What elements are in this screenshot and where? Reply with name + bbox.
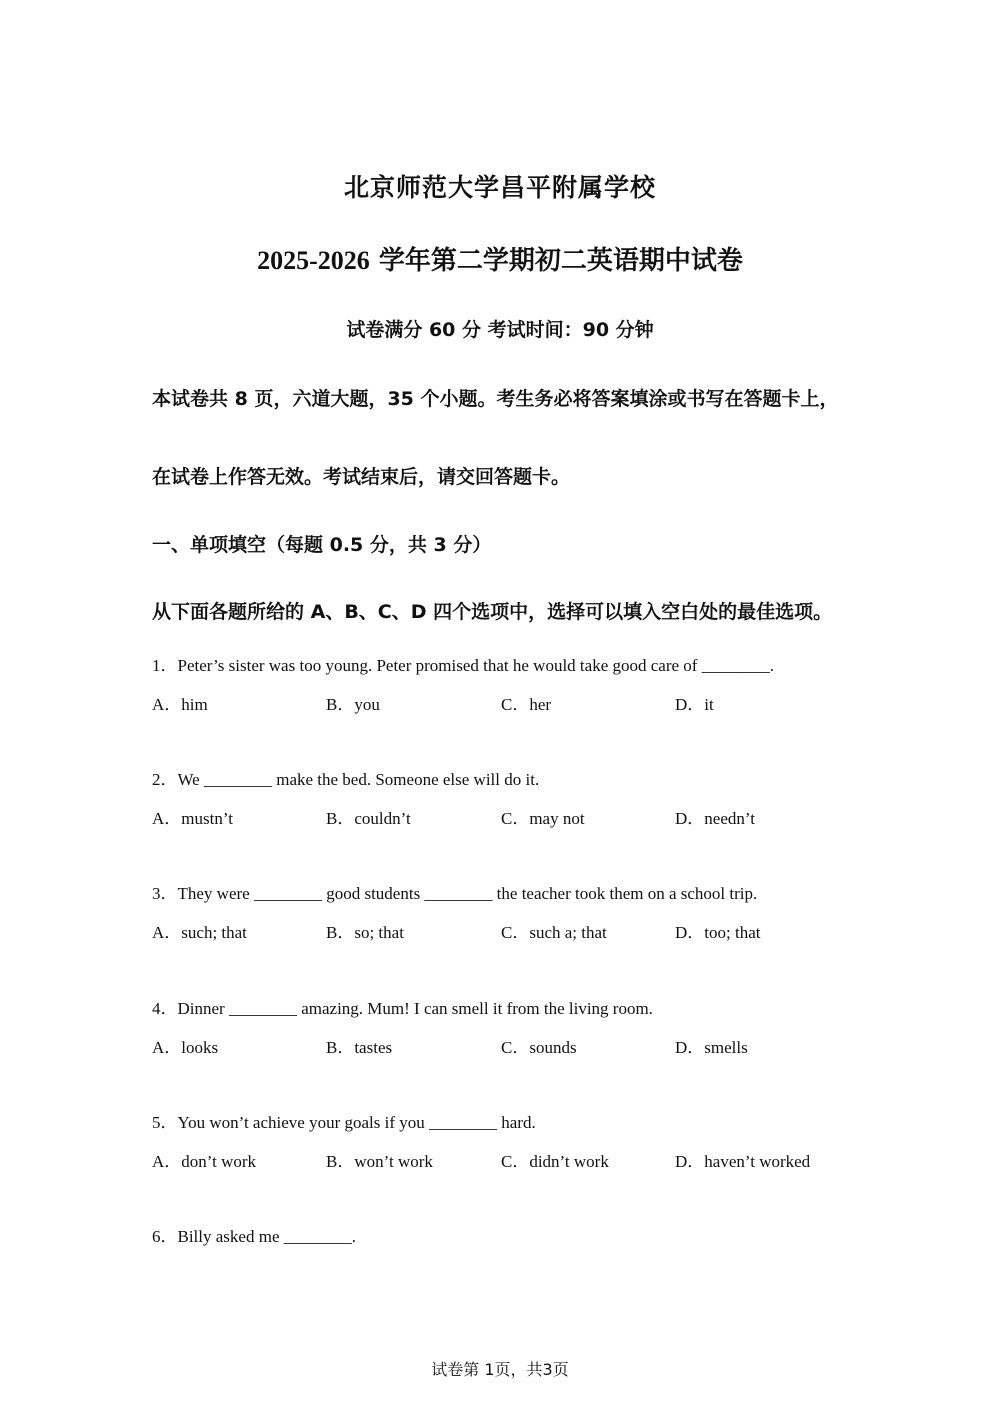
question-stem: 5．You won’t achieve your goals if you ________ hard.	[152, 1113, 536, 1132]
option-c: C．didn’t work	[501, 1152, 609, 1171]
option-c: C．may not	[501, 809, 585, 828]
option-a: A．mustn’t	[152, 809, 233, 828]
option-a: A．looks	[152, 1038, 219, 1057]
instructions-line-1: 本试卷共 8 页，六道大题，35 个小题。考生务必将答案填涂或书写在答题卡上，	[152, 388, 839, 410]
exam-title-year: 2025-2026	[257, 246, 370, 275]
question-options	[152, 690, 852, 714]
question-options	[152, 804, 852, 828]
option-d: D．it	[675, 695, 714, 714]
question-stem: 4．Dinner ________ amazing. Mum! I can smell it from the living room.	[152, 999, 653, 1018]
option-c: C．her	[501, 695, 552, 714]
exam-meta: 试卷满分 60 分 考试时间：90 分钟	[346, 319, 654, 341]
option-d: D．smells	[675, 1038, 748, 1057]
page-footer: 试卷第 1页，共3页	[431, 1360, 569, 1379]
option-b: B．so; that	[326, 923, 404, 942]
section-direction: 从下面各题所给的 A、B、C、D 四个选项中，选择可以填入空白处的最佳选项。	[152, 601, 833, 623]
instructions-line-2: 在试卷上作答无效。考试结束后，请交回答题卡。	[152, 466, 571, 488]
question-options	[152, 1147, 852, 1171]
option-b: B．you	[326, 695, 380, 714]
question-stem: 3．They were ________ good students ________ the teacher took them on a school trip.	[152, 884, 758, 903]
option-a: A．him	[152, 695, 208, 714]
question-options	[152, 918, 852, 942]
option-b: B．couldn’t	[326, 809, 411, 828]
option-c: C．such a; that	[501, 923, 607, 942]
option-d: D．too; that	[675, 923, 761, 942]
question-stem: 1．Peter’s sister was too young. Peter promised that he would take good care of ________.	[152, 656, 774, 675]
option-b: B．tastes	[326, 1038, 393, 1057]
option-b: B．won’t work	[326, 1152, 433, 1171]
option-d: D．haven’t worked	[675, 1152, 811, 1171]
option-c: C．sounds	[501, 1038, 577, 1057]
question-options	[152, 1033, 852, 1057]
school-name: 北京师范大学昌平附属学校	[343, 173, 656, 202]
exam-title	[0, 240, 1000, 277]
exam-title-rest: 学年第二学期初二英语期中试卷	[369, 246, 743, 276]
question-stem: 2．We ________ make the bed. Someone else will do it.	[152, 770, 540, 789]
option-a: A．such; that	[152, 923, 247, 942]
option-d: D．needn’t	[675, 809, 755, 828]
option-a: A．don’t work	[152, 1152, 257, 1171]
question-stem: 6．Billy asked me ________.	[152, 1227, 356, 1246]
section-heading: 一、单项填空（每题 0.5 分，共 3 分）	[152, 534, 492, 556]
